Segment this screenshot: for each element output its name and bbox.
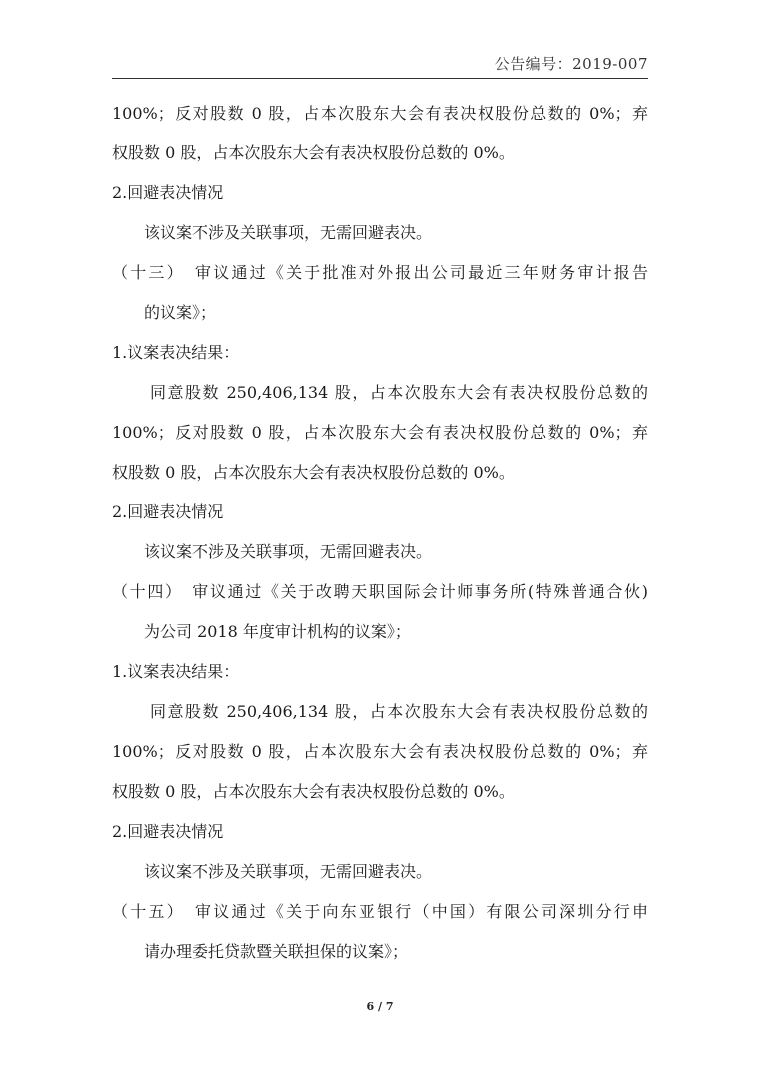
body-line: 该议案不涉及关联事项，无需回避表决。 — [144, 223, 433, 242]
resolution-title: （十三） 审议通过《关于批准对外报出公司最近三年财务审计报告 — [112, 263, 648, 282]
body-line: 权股数 0 股，占本次股东大会有表决权股份总数的 0%。 — [112, 143, 515, 162]
body-line: 权股数 0 股，占本次股东大会有表决权股份总数的 0%。 — [112, 463, 515, 482]
body-line: 100%；反对股数 0 股，占本次股东大会有表决权股份总数的 0%；弃 — [112, 423, 648, 442]
body-line: 同意股数 250,406,134 股，占本次股东大会有表决权股份总数的 — [150, 383, 648, 402]
body-line: 权股数 0 股，占本次股东大会有表决权股份总数的 0%。 — [112, 782, 515, 801]
resolution-title: （十四） 审议通过《关于改聘天职国际会计师事务所(特殊普通合伙) — [112, 582, 648, 601]
resolution-title: 为公司 2018 年度审计机构的议案》； — [144, 622, 411, 641]
page-number: 6 / 7 — [366, 1000, 394, 1013]
section-heading: 2.回避表决情况 — [112, 822, 224, 841]
body-line: 100%；反对股数 0 股，占本次股东大会有表决权股份总数的 0%；弃 — [112, 742, 648, 761]
resolution-title: 请办理委托贷款暨关联担保的议案》； — [144, 942, 409, 961]
announcement-number: 公告编号：2019-007 — [494, 55, 648, 73]
resolution-title: 的议案》； — [144, 303, 217, 322]
section-heading: 2.回避表决情况 — [112, 502, 224, 521]
resolution-title: （十五） 审议通过《关于向东亚银行（中国）有限公司深圳分行申 — [112, 902, 648, 921]
header-divider — [112, 78, 648, 79]
section-heading: 2.回避表决情况 — [112, 183, 224, 202]
body-line: 100%；反对股数 0 股，占本次股东大会有表决权股份总数的 0%；弃 — [112, 104, 648, 123]
body-line: 同意股数 250,406,134 股，占本次股东大会有表决权股份总数的 — [150, 702, 648, 721]
body-line: 该议案不涉及关联事项，无需回避表决。 — [144, 542, 433, 561]
section-heading: 1.议案表决结果： — [112, 343, 240, 362]
body-line: 该议案不涉及关联事项，无需回避表决。 — [144, 862, 433, 881]
section-heading: 1.议案表决结果： — [112, 662, 240, 681]
